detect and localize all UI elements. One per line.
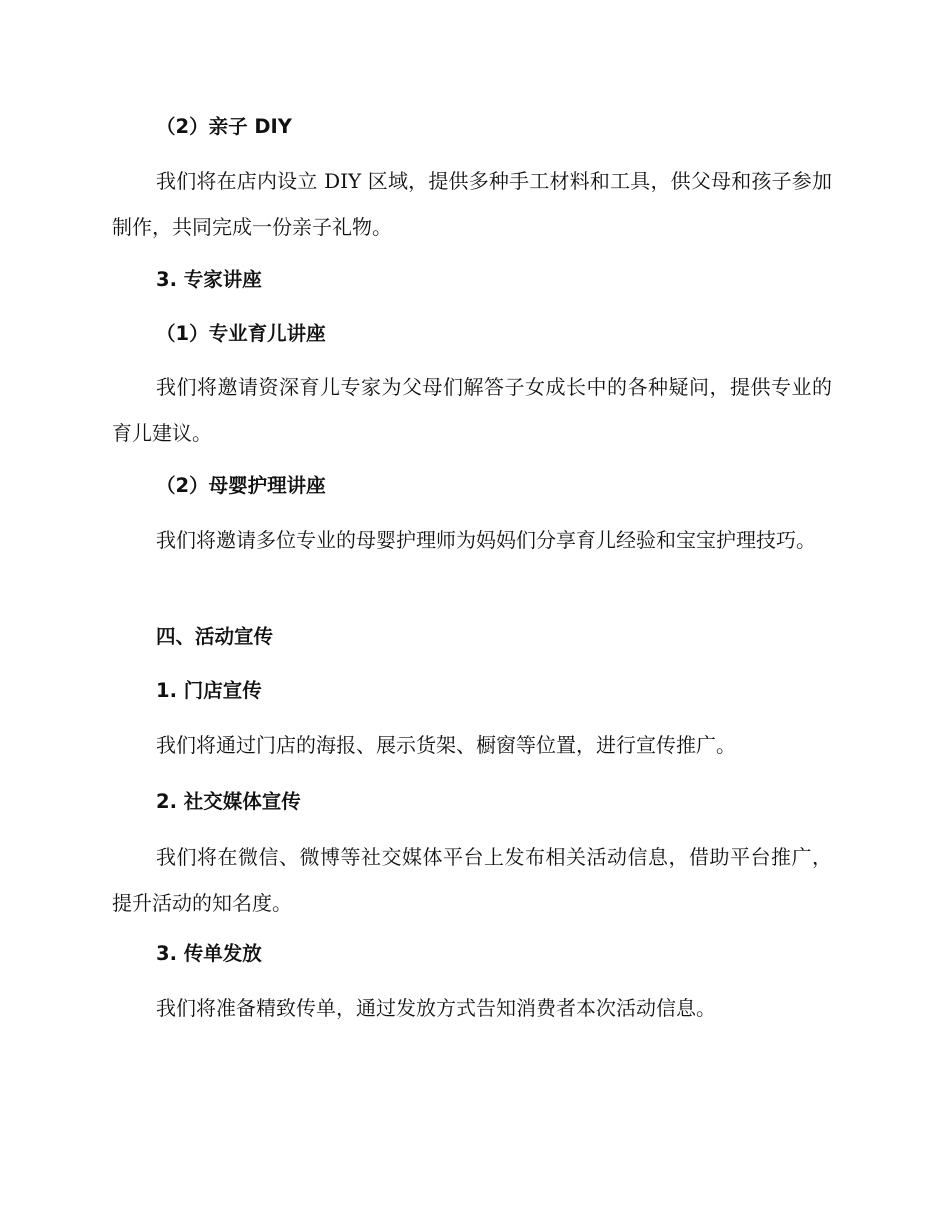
paragraph-maternal-care: 我们将邀请多位专业的母婴护理师为妈妈们分享育儿经验和宝宝护理技巧。 (156, 528, 816, 552)
section-heading-store-promotion: 1. 门店宣传 (156, 679, 262, 702)
subsection-heading-parent-child-diy: （2）亲子 DIY (156, 115, 292, 138)
paragraph-social-media: 我们将在微信、微博等社交媒体平台上发布相关活动信息，借助平台推广，提升活动的知名度。 (112, 845, 832, 915)
paragraph-flyers: 我们将准备精致传单，通过发放方式告知消费者本次活动信息。 (156, 996, 716, 1020)
section-heading-flyers: 3. 传单发放 (156, 942, 262, 965)
paragraph-parenting-experts: 我们将邀请资深育儿专家为父母们解答子女成长中的各种疑问，提供专业的育儿建议。 (112, 375, 832, 445)
paragraph-diy-area: 我们将在店内设立 DIY 区域，提供多种手工材料和工具，供父母和孩子参加制作，共同完成一份亲子礼物。 (112, 169, 832, 239)
chapter-heading-promotion: 四、活动宣传 (156, 625, 274, 648)
subsection-heading-parenting-lecture: （1）专业育儿讲座 (156, 322, 326, 345)
section-heading-expert-lectures: 3. 专家讲座 (156, 268, 262, 291)
section-heading-social-media: 2. 社交媒体宣传 (156, 790, 301, 813)
subsection-heading-maternal-care-lecture: （2）母婴护理讲座 (156, 474, 326, 497)
paragraph-store-promotion: 我们将通过门店的海报、展示货架、橱窗等位置，进行宣传推广。 (156, 733, 736, 757)
